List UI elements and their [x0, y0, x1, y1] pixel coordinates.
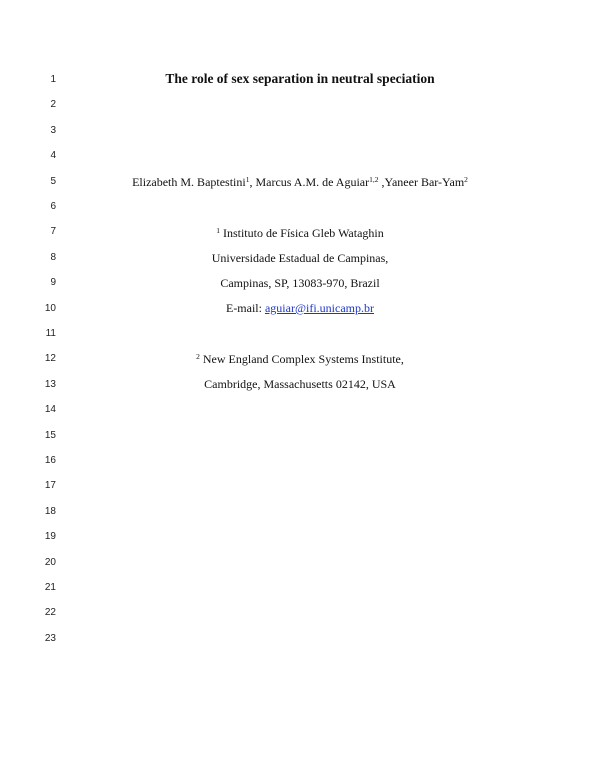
line-number: 14: [44, 404, 56, 416]
affiliation-1-line3: Campinas, SP, 13083-970, Brazil: [220, 276, 380, 290]
affiliation-mark: 1: [216, 226, 220, 235]
affiliation-2-name: [60, 352, 540, 366]
line-number: 21: [44, 582, 56, 593]
email-line: [60, 301, 540, 315]
author-line: [60, 175, 540, 189]
author-name: Elizabeth M. Baptestini: [132, 175, 246, 189]
author-name: Marcus A.M. de Aguiar: [255, 175, 370, 189]
line-number: 17: [44, 480, 56, 492]
author-separator: ,: [378, 175, 385, 189]
line-number: 2: [50, 99, 56, 111]
line-number: 12: [44, 353, 56, 365]
line-number: 8: [50, 251, 56, 263]
line-number: 22: [44, 607, 56, 619]
affiliation-1-line2: Universidade Estadual de Campinas,: [211, 251, 389, 265]
paper-title: The role of sex separation in neutral speciation: [165, 71, 435, 86]
author-affiliation-mark: 1,2: [369, 175, 379, 184]
line-number: 20: [44, 556, 56, 568]
author-affiliation-mark: 1: [245, 175, 250, 184]
affiliation-text: New England Complex Systems Institute,: [199, 352, 404, 366]
line-number: 11: [45, 328, 56, 339]
line-number: 7: [50, 226, 56, 238]
line-number: 6: [50, 201, 56, 212]
line-number: 4: [50, 150, 56, 162]
author-affiliation-mark: 2: [464, 175, 468, 184]
author-name: Yaneer Bar-Yam: [384, 175, 465, 189]
email-link[interactable]: aguiar@ifi.unicamp.br: [264, 301, 374, 315]
line-number: 18: [44, 505, 56, 517]
line-number: 3: [50, 124, 56, 136]
line-number: 23: [44, 632, 56, 644]
affiliation-2-line2: Cambridge, Massachusetts 02142, USA: [204, 377, 396, 391]
line-number: 1: [50, 74, 56, 85]
line-number: 13: [44, 378, 56, 390]
affiliation-mark: 2: [196, 352, 200, 361]
line-number: 10: [44, 302, 56, 314]
line-number: 5: [50, 175, 56, 187]
line-number: 9: [50, 277, 56, 289]
email-label: E-mail:: [225, 301, 265, 315]
affiliation-text: Instituto de Física Gleb Wataghin: [219, 226, 384, 240]
line-number: 15: [44, 429, 56, 441]
author-separator: ,: [249, 175, 256, 189]
affiliation-1-name: [60, 226, 540, 240]
line-number: 16: [44, 455, 56, 466]
line-number: 19: [44, 531, 56, 543]
